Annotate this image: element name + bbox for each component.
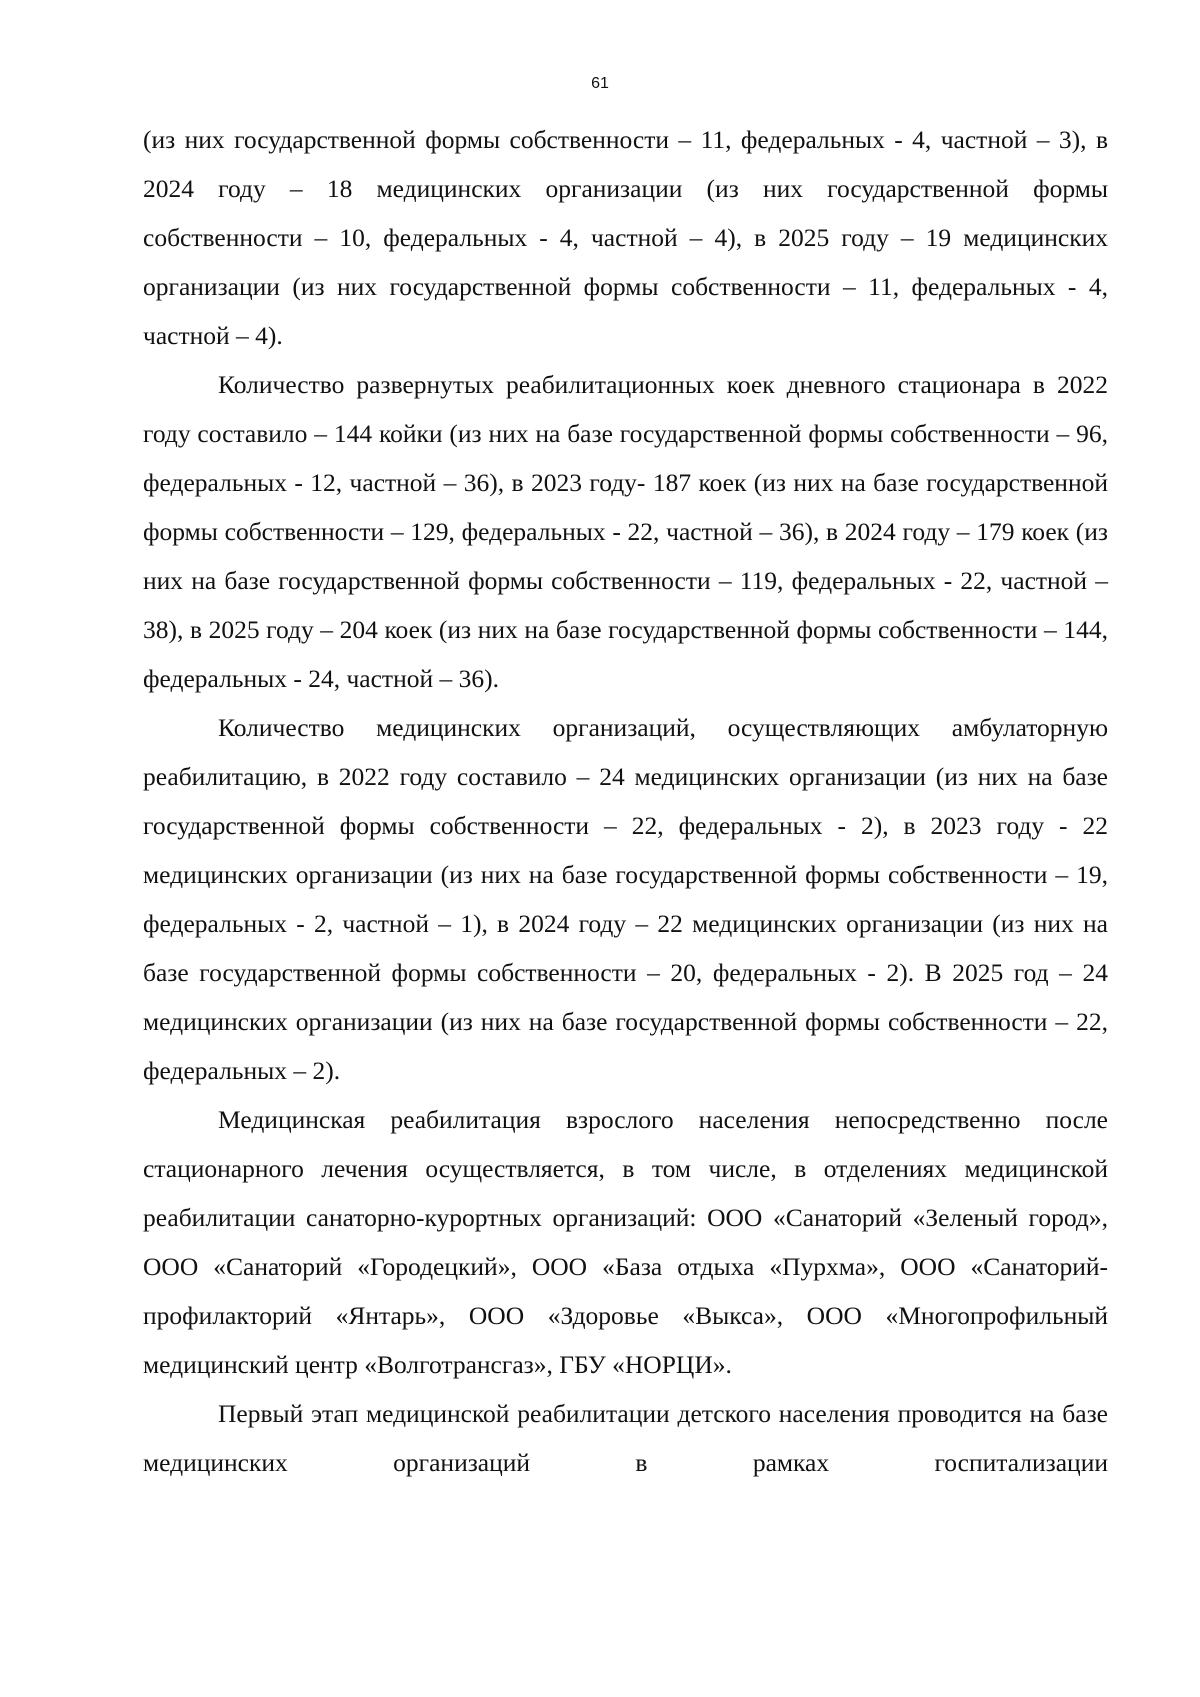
page-number: 61 xyxy=(591,75,609,92)
document-body xyxy=(143,115,1108,1487)
paragraph-day-hospital-beds: Количество развернутых реабилитационных коек дневного стационара в 2022 году составило – 144 койки (из них на базе государственной формы собственности – 96, федеральных - 12, частной – 36), в 2023 году- 187 коек (из них на базе государственной формы собственности – 129, федеральных - 22, частной – 36), в 2024 году – 179 коек (из них на базе государственной формы собственности – 119, федеральных - 22, частной – 38), в 2025 году – 204 коек (из них на базе государственной формы собственности – 144, федеральных - 24, частной – 36). xyxy=(143,370,1108,693)
paragraph-outpatient-rehabilitation: Количество медицинских организаций, осуществляющих амбулаторную реабилитацию, в 2022 году составило – 24 медицинских организации (из них на базе государственной формы собственности – 22, федеральных - 2), в 2023 году - 22 медицинских организации (из них на базе государственной формы собственности – 19, федеральных - 2, частной – 1), в 2024 году – 22 медицинских организации (из них на базе государственной формы собственности – 20, федеральных - 2). В 2025 год – 24 медицинских организации (из них на базе государственной формы собственности – 22, федеральных – 2). xyxy=(143,713,1108,1085)
paragraph-adult-rehabilitation-sanatoriums: Медицинская реабилитация взрослого населения непосредственно после стационарного лечения осуществляется, в том числе, в отделениях медицинской реабилитации санаторно-курортных организаций: ООО «Санаторий «Зеленый город», ООО «Санаторий «Городецкий», ООО «База отдыха «Пурхма», ООО «Санаторий-профилакторий «Янтарь», ООО «Здоровье «Выкса», ООО «Многопрофильный медицинский центр «Волготрансгаз», ГБУ «НОРЦИ». xyxy=(143,1105,1108,1379)
paragraph-medical-orgs-2023-2025: (из них государственной формы собственности – 11, федеральных - 4, частной – 3), в 2024 году – 18 медицинских организации (из них государственной формы собственности – 10, федеральных - 4, частной – 4), в 2025 году – 19 медицинских организации (из них государственной формы собственности – 11, федеральных - 4, частной – 4). xyxy=(143,125,1108,350)
paragraph-child-rehabilitation-stage-one: Первый этап медицинской реабилитации детского населения проводится на базе медицинских организаций в рамках госпитализации xyxy=(143,1399,1108,1477)
